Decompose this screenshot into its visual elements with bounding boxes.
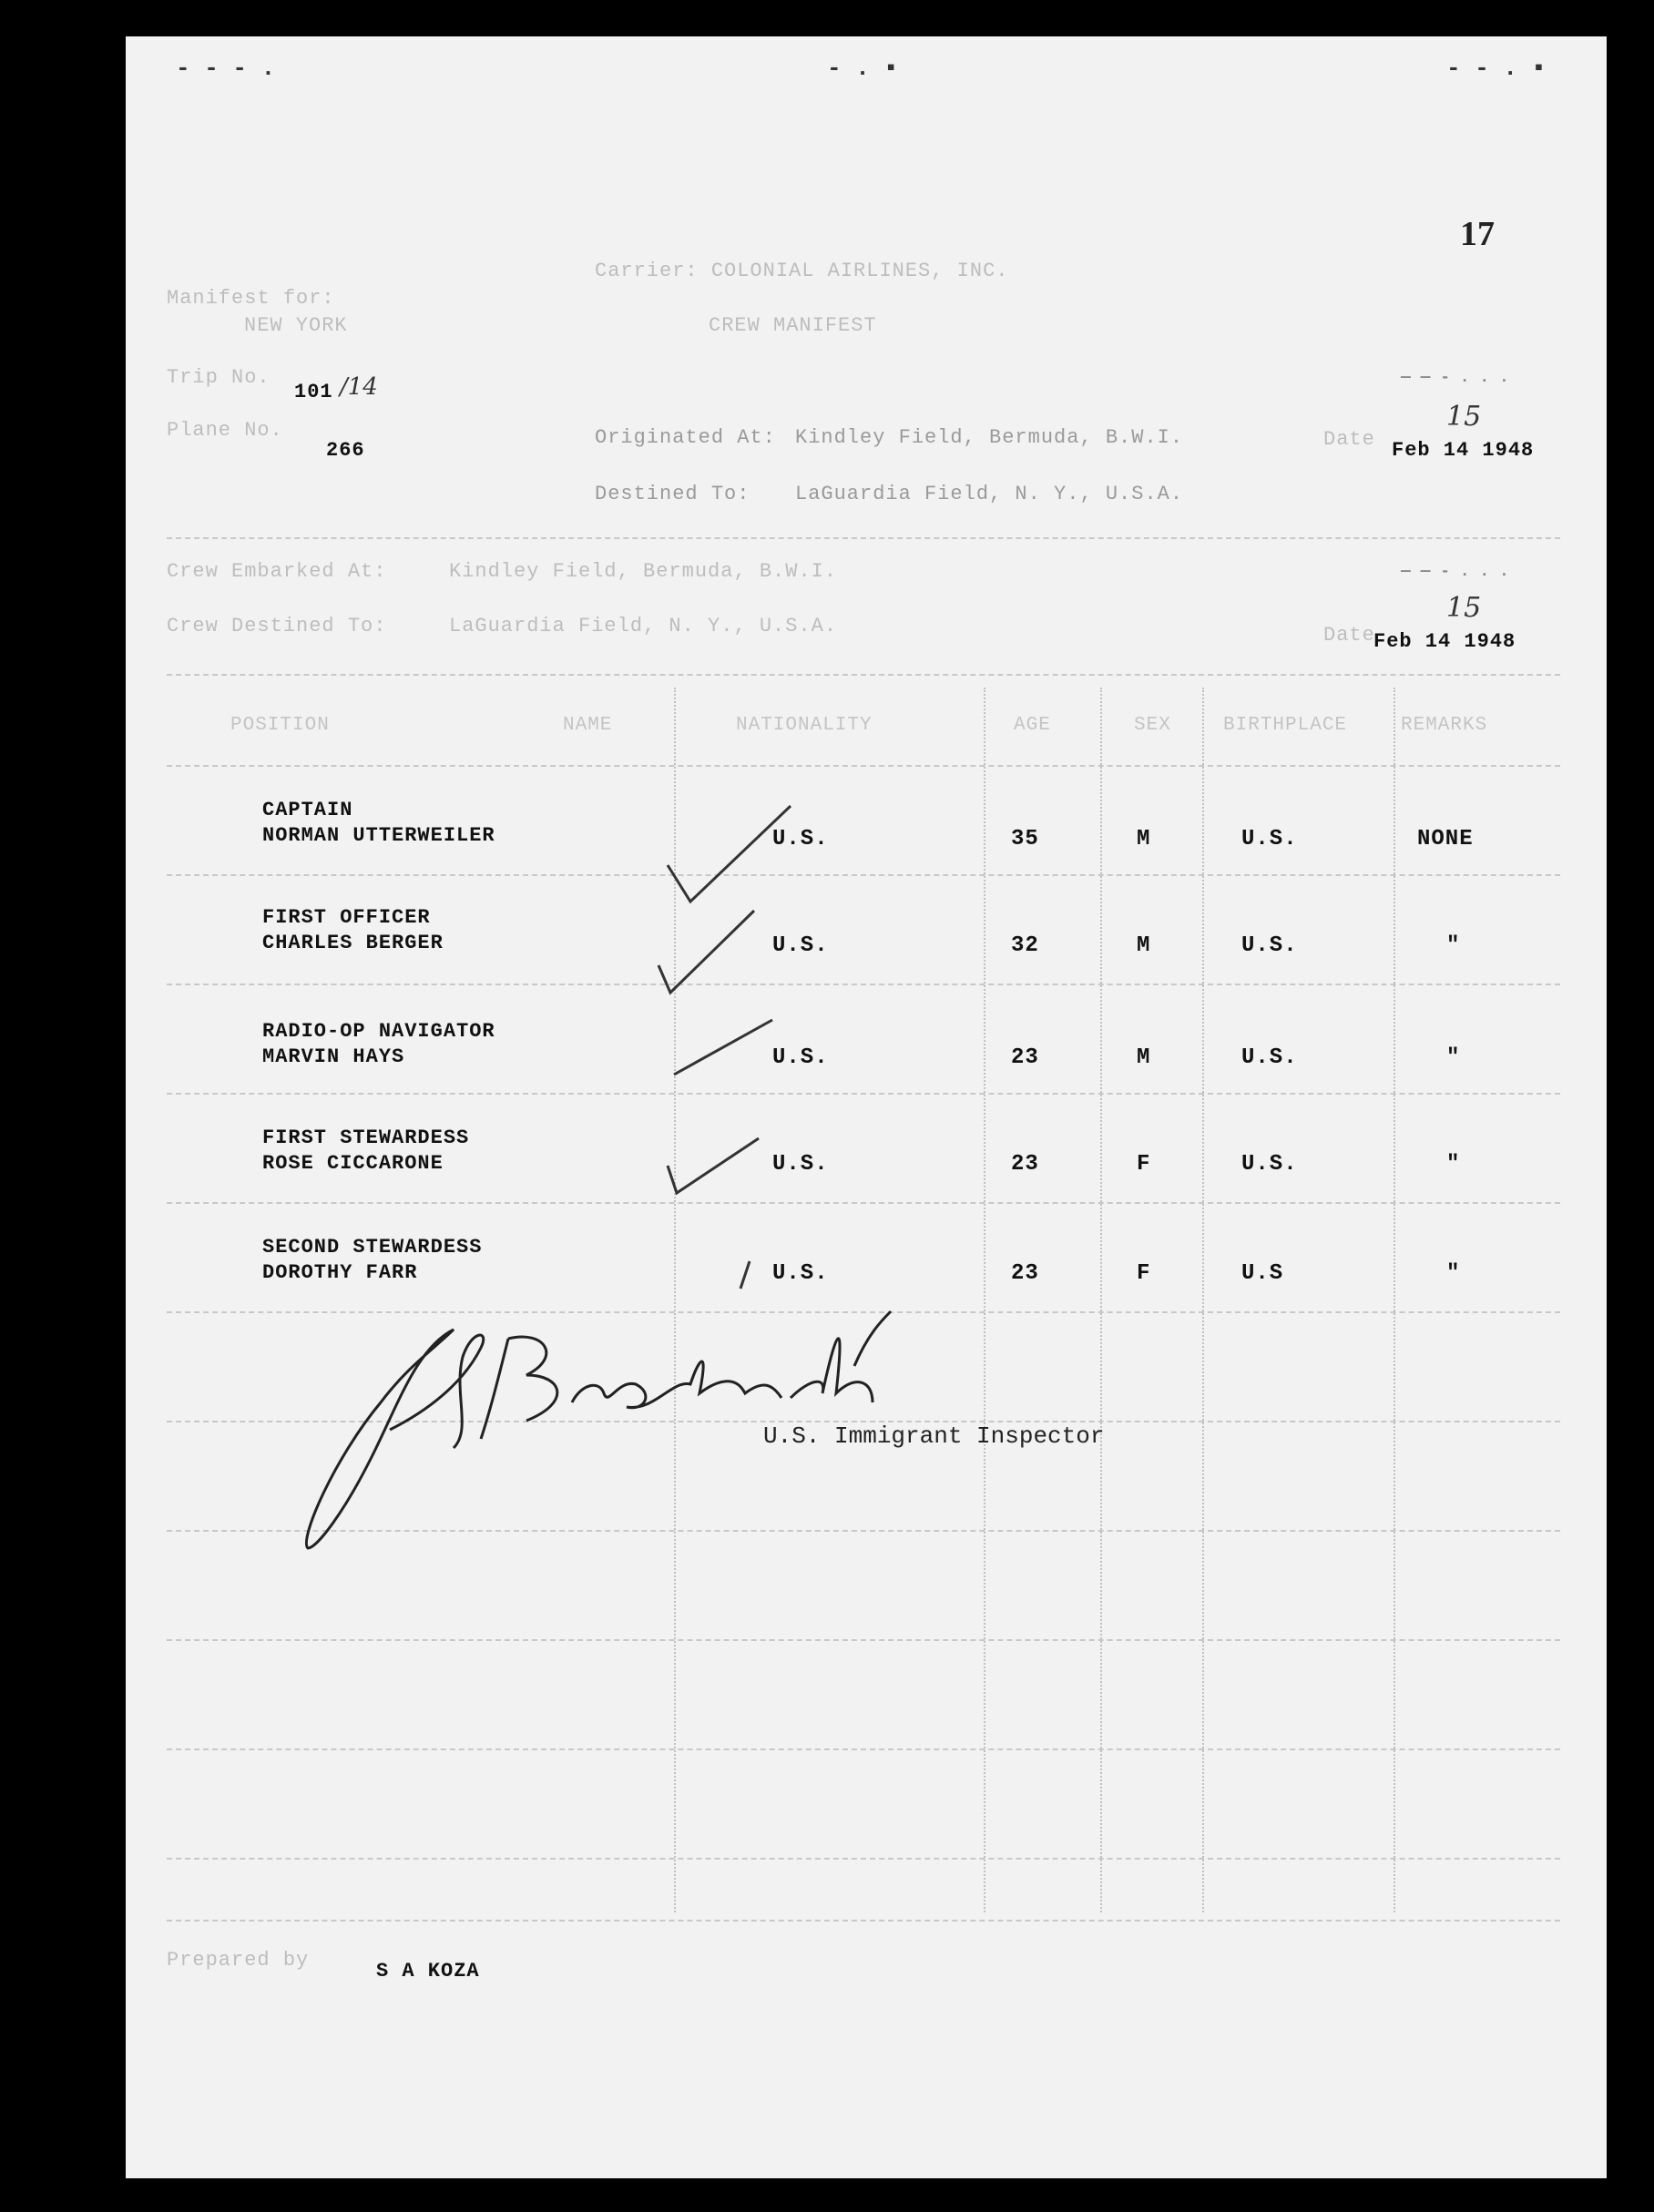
row-position: SECOND STEWARDESS: [262, 1236, 483, 1259]
crew-separator: [167, 674, 1560, 676]
check-marks: [636, 765, 936, 1311]
crew-destined-value: LaGuardia Field, N. Y., U.S.A.: [449, 615, 838, 637]
date-label: Date: [1323, 428, 1375, 451]
col-divider-2: [984, 688, 985, 1912]
row-nationality: U.S.: [772, 1261, 829, 1286]
row-line-8: [167, 1639, 1560, 1641]
date-value: Feb 14 1948: [1392, 439, 1535, 462]
row-position: FIRST OFFICER: [262, 906, 431, 929]
header-separator: [167, 537, 1560, 539]
scan-artifact-left: - - - .: [176, 55, 276, 82]
row-sex: F: [1137, 1152, 1151, 1177]
row-age: 35: [1011, 827, 1039, 851]
col-header-sex: SEX: [1134, 715, 1171, 736]
dash-artifact-2: — — - . . .: [1401, 563, 1509, 581]
crew-date-value: Feb 14 1948: [1373, 630, 1516, 653]
row-sex: M: [1137, 1045, 1151, 1070]
row-line-10: [167, 1858, 1560, 1860]
col-header-age: AGE: [1014, 715, 1051, 736]
row-age: 23: [1011, 1045, 1039, 1070]
row-name: CHARLES BERGER: [262, 932, 444, 954]
manifest-for-value: NEW YORK: [244, 314, 348, 337]
row-age: 23: [1011, 1152, 1039, 1177]
row-position: RADIO-OP NAVIGATOR: [262, 1020, 495, 1043]
destined-value: LaGuardia Field, N. Y., U.S.A.: [795, 483, 1184, 505]
row-name: ROSE CICCARONE: [262, 1152, 444, 1175]
originated-label: Originated At:: [595, 426, 776, 449]
form-title: CREW MANIFEST: [709, 314, 877, 337]
row-line-9: [167, 1748, 1560, 1750]
col-divider-5: [1394, 688, 1395, 1912]
manifest-for-label: Manifest for:: [167, 287, 335, 310]
row-nationality: U.S.: [772, 1045, 829, 1070]
row-sex: F: [1137, 1261, 1151, 1286]
check-mark-icon: [668, 1138, 759, 1193]
row-name: MARVIN HAYS: [262, 1045, 405, 1068]
scan-artifact-center: - . ▪: [827, 55, 899, 82]
page-number: 17: [1460, 215, 1495, 253]
row-sex: M: [1137, 933, 1151, 958]
crew-embarked-value: Kindley Field, Bermuda, B.W.I.: [449, 560, 838, 583]
table-bottom-line: [167, 1920, 1560, 1921]
row-remarks: ": [1446, 1045, 1461, 1070]
row-nationality: U.S.: [772, 827, 829, 851]
trip-handwritten: /14: [340, 373, 378, 401]
col-divider-4: [1202, 688, 1204, 1912]
row-remarks: ": [1446, 1152, 1461, 1177]
row-birthplace: U.S.: [1241, 1152, 1298, 1177]
row-birthplace: U.S.: [1241, 933, 1298, 958]
row-remarks: ": [1446, 933, 1461, 958]
row-remarks: NONE: [1417, 827, 1474, 851]
destined-label: Destined To:: [595, 483, 750, 505]
prepared-by-label: Prepared by: [167, 1949, 310, 1972]
prepared-by-value: S A KOZA: [376, 1960, 480, 1983]
plane-label: Plane No.: [167, 419, 283, 442]
trip-value: 101: [294, 381, 333, 403]
row-birthplace: U.S.: [1241, 1045, 1298, 1070]
row-age: 23: [1011, 1261, 1039, 1286]
row-nationality: U.S.: [772, 1152, 829, 1177]
date-correction: 15: [1446, 401, 1482, 433]
dash-artifact-1: — — - . . .: [1401, 369, 1509, 387]
row-nationality: U.S.: [772, 933, 829, 958]
inspector-title: U.S. Immigrant Inspector: [763, 1422, 1105, 1450]
plane-value: 266: [326, 439, 365, 462]
check-mark-icon: [659, 911, 754, 993]
col-header-birthplace: BIRTHPLACE: [1223, 715, 1348, 736]
manifest-page: [126, 36, 1607, 2178]
row-sex: M: [1137, 827, 1151, 851]
row-birthplace: U.S.: [1241, 827, 1298, 851]
originated-value: Kindley Field, Bermuda, B.W.I.: [795, 426, 1184, 449]
row-position: CAPTAIN: [262, 799, 353, 821]
row-name: NORMAN UTTERWEILER: [262, 824, 495, 847]
crew-destined-label: Crew Destined To:: [167, 615, 387, 637]
crew-date-correction: 15: [1446, 592, 1482, 624]
scan-artifact-right: - - . ▪: [1446, 55, 1547, 82]
check-mark-icon: [740, 1261, 750, 1289]
trip-label: Trip No.: [167, 366, 271, 389]
row-name: DOROTHY FARR: [262, 1261, 418, 1284]
col-header-position: POSITION: [230, 715, 330, 736]
row-age: 32: [1011, 933, 1039, 958]
check-mark-icon: [668, 806, 791, 902]
crew-embarked-label: Crew Embarked At:: [167, 560, 387, 583]
col-header-name: NAME: [563, 715, 613, 736]
carrier-name: Carrier: COLONIAL AIRLINES, INC.: [595, 260, 1009, 282]
row-birthplace: U.S: [1241, 1261, 1284, 1286]
crew-date-label: Date: [1323, 624, 1375, 647]
check-mark-icon: [674, 1020, 772, 1075]
row-position: FIRST STEWARDESS: [262, 1126, 470, 1149]
col-divider-3: [1100, 688, 1102, 1912]
col-header-remarks: REMARKS: [1401, 715, 1488, 736]
row-remarks: ": [1446, 1261, 1461, 1286]
col-header-nationality: NATIONALITY: [736, 715, 873, 736]
